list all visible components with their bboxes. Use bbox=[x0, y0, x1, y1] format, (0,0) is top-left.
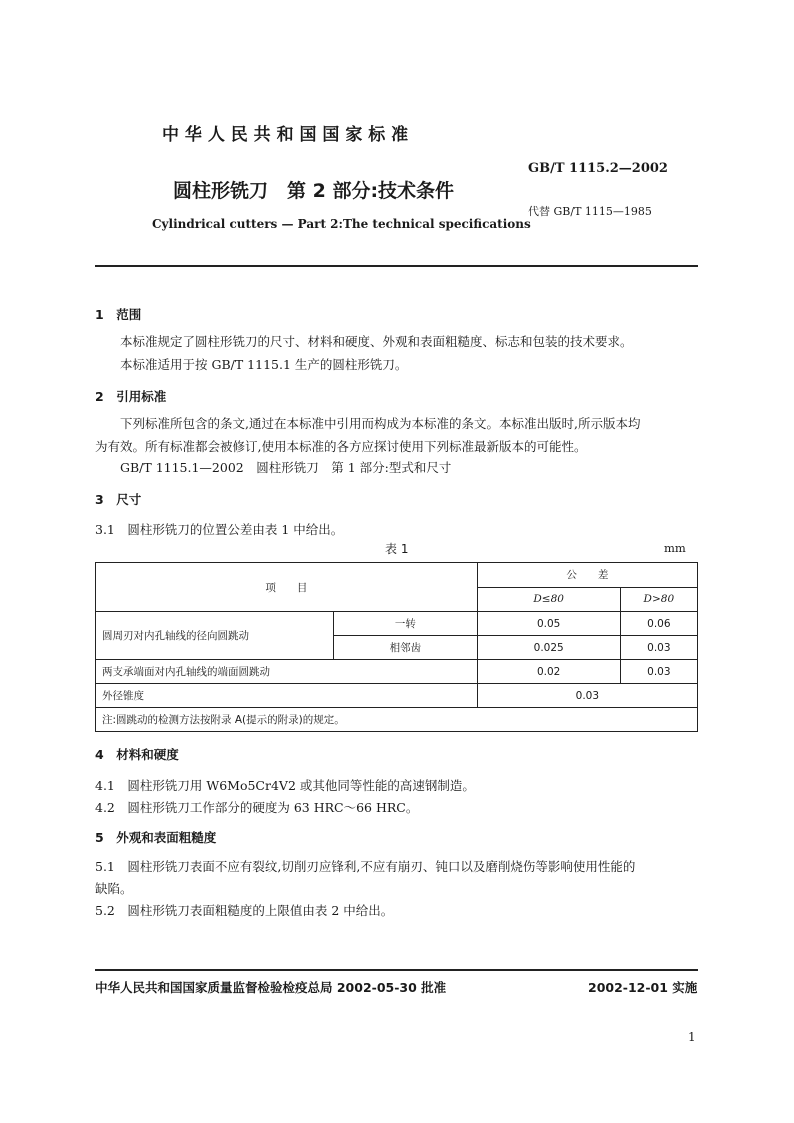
footer-divider bbox=[95, 969, 698, 971]
table-header-row bbox=[96, 563, 698, 588]
section-4-heading: 4 材料和硬度 bbox=[95, 747, 179, 762]
section-2-paragraph-line-2: 为有效。所有标准都会被修订,使用本标准的各方应探讨使用下列标准最新版本的可能性。 bbox=[95, 439, 587, 454]
org-title: 中 华 人 民 共 和 国 国 家 标 准 bbox=[162, 125, 409, 145]
row-sub-one-turn: 一转 bbox=[334, 612, 478, 636]
table-row bbox=[96, 660, 698, 684]
english-title: Cylindrical cutters — Part 2:The technical specifications bbox=[152, 217, 531, 231]
section-5-heading: 5 外观和表面粗糙度 bbox=[95, 830, 217, 845]
clause-5-2: 5.2 圆柱形铣刀表面粗糙度的上限值由表 2 中给出。 bbox=[95, 903, 394, 918]
header-d-small: D≤80 bbox=[477, 587, 620, 612]
table-1-unit: mm bbox=[664, 541, 686, 555]
row-axial-runout-label: 两支承端面对内孔轴线的端面圆跳动 bbox=[96, 660, 478, 684]
document-title: 圆柱形铣刀 第 2 部分:技术条件 bbox=[173, 180, 455, 202]
section-1-paragraph-1: 本标准规定了圆柱形铣刀的尺寸、材料和硬度、外观和表面粗糙度、标志和包装的技术要求。 bbox=[120, 334, 633, 349]
cell-value: 0.03 bbox=[620, 660, 697, 684]
header-tolerance: 公 差 bbox=[477, 563, 697, 588]
normative-reference: GB/T 1115.1—2002 圆柱形铣刀 第 1 部分:型式和尺寸 bbox=[120, 460, 452, 475]
row-sub-adjacent-teeth: 相邻齿 bbox=[334, 636, 478, 660]
footer-effective-date: 2002-12-01 实施 bbox=[588, 980, 698, 995]
cell-value: 0.02 bbox=[477, 660, 620, 684]
clause-4-2: 4.2 圆柱形铣刀工作部分的硬度为 63 HRC～66 HRC。 bbox=[95, 800, 419, 815]
section-1-heading: 1 范围 bbox=[95, 307, 142, 322]
table-row bbox=[96, 684, 698, 708]
clause-4-1: 4.1 圆柱形铣刀用 W6Mo5Cr4V2 或其他同等性能的高速钢制造。 bbox=[95, 778, 475, 793]
header-d-large: D>80 bbox=[620, 587, 697, 612]
section-1-paragraph-2: 本标准适用于按 GB/T 1115.1 生产的圆柱形铣刀。 bbox=[120, 357, 408, 372]
clause-5-1-line-1: 5.1 圆柱形铣刀表面不应有裂纹,切削刃应锋利,不应有崩刃、钝口以及磨削烧伤等影响使用性能的 bbox=[95, 859, 636, 874]
row-taper-label: 外径锥度 bbox=[96, 684, 478, 708]
table-note-row bbox=[96, 708, 698, 732]
cell-value: 0.03 bbox=[477, 684, 697, 708]
row-radial-runout-label: 圆周刃对内孔轴线的径向圆跳动 bbox=[96, 612, 334, 660]
header-item: 项 目 bbox=[96, 563, 478, 612]
page-number: 1 bbox=[688, 1030, 696, 1044]
table-row bbox=[96, 612, 698, 636]
standard-number: GB/T 1115.2—2002 bbox=[528, 161, 668, 176]
cell-value: 0.025 bbox=[477, 636, 620, 660]
clause-3-1: 3.1 圆柱形铣刀的位置公差由表 1 中给出。 bbox=[95, 522, 344, 537]
cell-value: 0.03 bbox=[620, 636, 697, 660]
section-2-paragraph-line-1: 下列标准所包含的条文,通过在本标准中引用而构成为本标准的条文。本标准出版时,所示版本均 bbox=[120, 416, 641, 431]
header-divider bbox=[95, 265, 698, 267]
cell-value: 0.06 bbox=[620, 612, 697, 636]
clause-5-1-line-2: 缺陷。 bbox=[95, 881, 133, 896]
footer-issuer: 中华人民共和国国家质量监督检验检疫总局 2002-05-30 批准 bbox=[95, 980, 447, 995]
table-1 bbox=[95, 562, 698, 732]
section-3-heading: 3 尺寸 bbox=[95, 492, 142, 507]
table-note: 注:圆跳动的检测方法按附录 A(提示的附录)的规定。 bbox=[96, 708, 698, 732]
section-2-heading: 2 引用标准 bbox=[95, 389, 167, 404]
table-1-caption: 表 1 bbox=[385, 542, 409, 556]
replaces-standard: 代替 GB/T 1115—1985 bbox=[528, 205, 652, 218]
cell-value: 0.05 bbox=[477, 612, 620, 636]
